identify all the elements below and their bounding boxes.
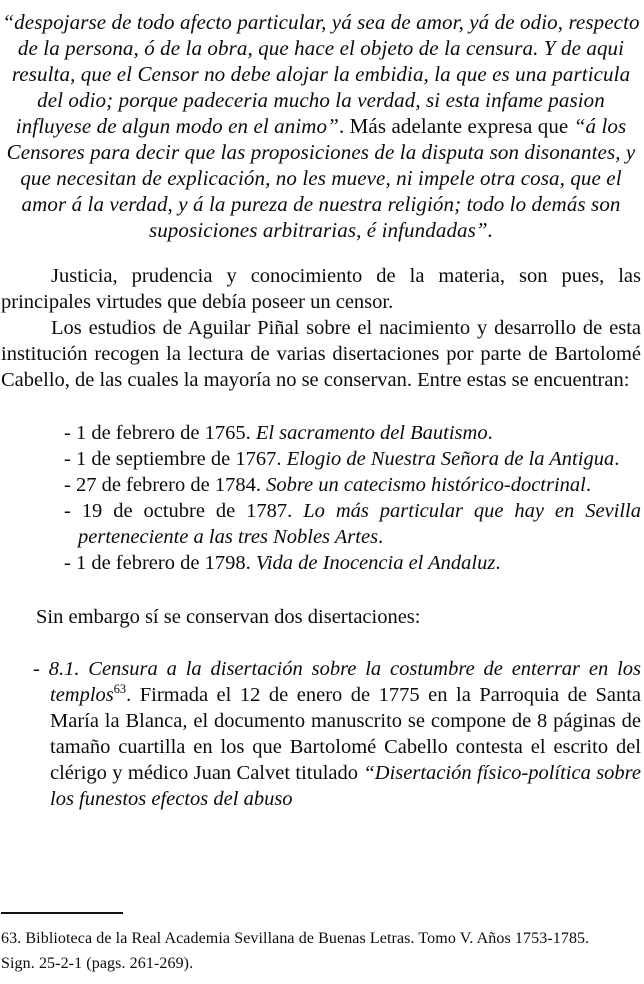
dissertation-item-1767: - 1 de septiembre de 1767. Elogio de Nuestra Señora de la Antigua. bbox=[64, 448, 620, 470]
paragraph-censor-virtues: Justicia, prudencia y conocimiento de la materia, son pues, las principales virtudes que debía poseer un censor. bbox=[1, 265, 641, 313]
paragraph-sin-embargo: Sin embargo sí se conservan dos disertaciones: bbox=[36, 606, 421, 628]
dissertation-item-1798: - 1 de febrero de 1798. Vida de Inocencia el Andaluz. bbox=[64, 552, 501, 574]
footnote bbox=[1, 912, 641, 976]
censura-list bbox=[1, 656, 641, 812]
quote-paragraph: “despojarse de todo afecto particular, yá sea de amor, yá de odio, respecto de la persona, ó de la obra, que hace el objeto de la censura. Y de aqui resulta, que el Censor no debe alojar la embidia, la que es una particula del odio; porque padeceria mucho la verdad, si esta infame pasion influyese de algun modo en el animo”. Más adelante expresa que “á los Censores para decir que las proposiciones de la disputa son disonantes, y que necesitan de explicación, no les mueve, ni impele otra cosa, que el amor á la verdad, y á la pureza de nuestra religión; todo lo demás son suposiciones arbitrarias, é infundadas”. bbox=[2, 10, 640, 242]
censura-item-8-1: - 8.1. Censura a la disertación sobre la costumbre de enterrar en los templos$^{63}$. Firmada el 12 de enero de 1775 en la Parroquia de Santa María la Blanca, el documento manuscrito se compone de 8 páginas de tamaño cuartilla en los que Bartolomé Cabello contesta el escrito del clérigo y médico Juan Calvet titulado “Disertación físico-política sobre los funestos efectos del abuso bbox=[33, 658, 642, 810]
dissertation-item-1784: - 27 de febrero de 1784. Sobre un catecismo histórico-doctrinal. bbox=[64, 474, 591, 496]
dissertation-item-1765: - 1 de febrero de 1765. El sacramento del Bautismo. bbox=[64, 422, 493, 444]
footnote-line-1: 63. Biblioteca de la Real Academia Sevillana de Buenas Letras. Tomo V. Años 1753-1785. bbox=[1, 930, 590, 947]
dissertation-item-1787: - 19 de octubre de 1787. Lo más particular que hay en Sevilla perteneciente a las tres Nobles Artes. bbox=[64, 500, 641, 548]
footnote-line-2: Sign. 25-2-1 (pags. 261-269). bbox=[1, 955, 194, 972]
dissertation-list bbox=[1, 420, 641, 576]
paragraph-aguilar-pinal: Los estudios de Aguilar Piñal sobre el nacimiento y desarrollo de esta institución recogen la lectura de varias disertaciones por parte de Bartolomé Cabello, de las cuales la mayoría no se conservan. Entre estas se encuentran: bbox=[1, 317, 641, 391]
footnote-separator bbox=[1, 912, 123, 914]
